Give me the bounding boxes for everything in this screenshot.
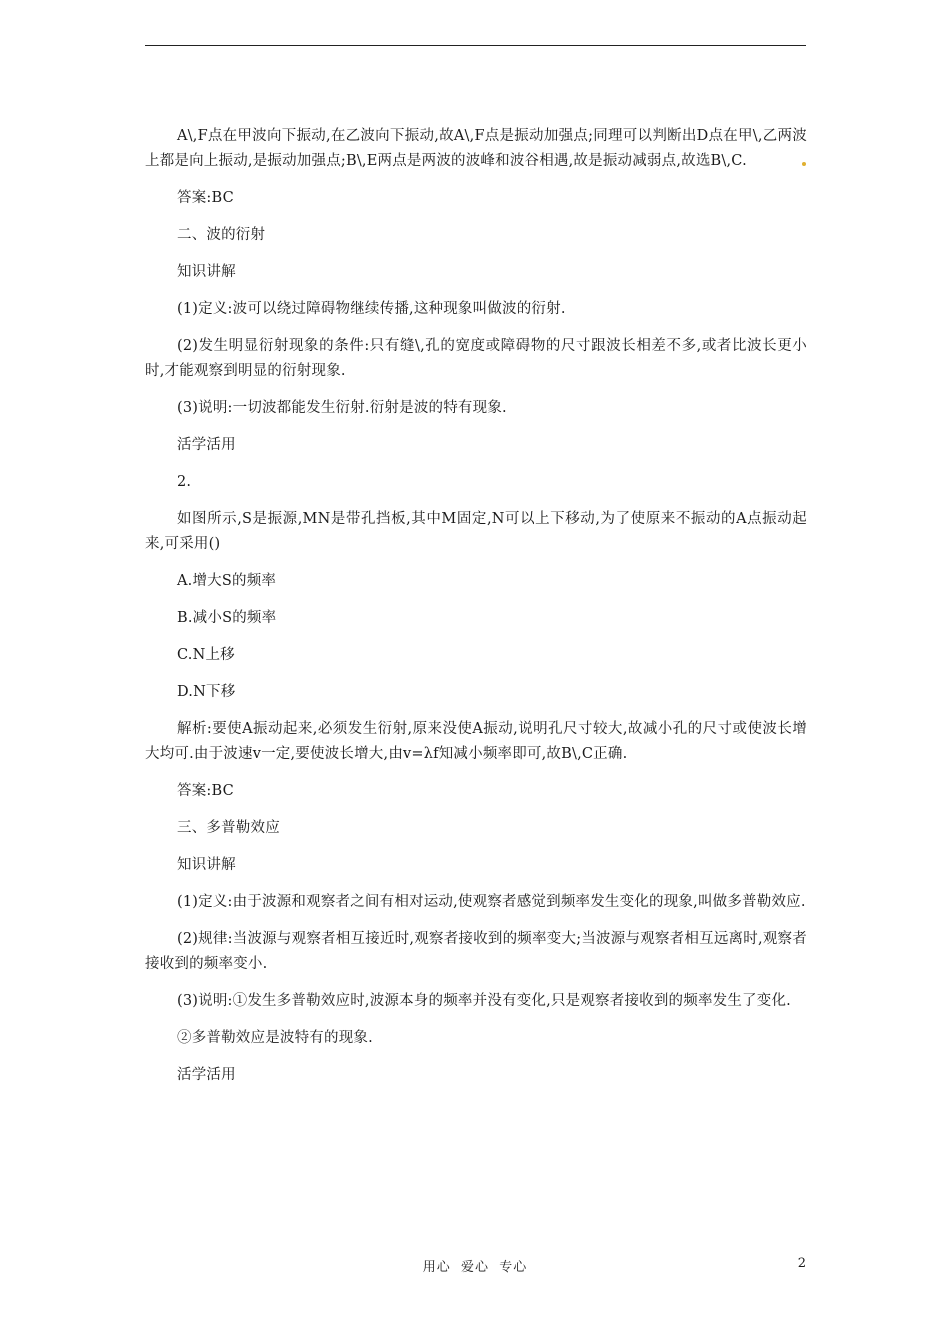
paragraph: (1)定义:由于波源和观察者之间有相对运动,使观察者感觉到频率发生变化的现象,叫做多普勒效应. [177, 894, 806, 910]
analysis: 解析:要使A振动起来,必须发生衍射,原来没使A振动,说明孔尺寸较大,故减小孔的尺寸或使波长增大均可.由于波速v一定,要使波长增大,由v=λf知减小频率即可,故B\,C正确. [145, 721, 807, 762]
paragraph: A\,F点在甲波向下振动,在乙波向下振动,故A\,F点是振动加强点;同理可以判断出D点在甲\,乙两波上都是向上振动,是振动加强点;B\,E两点是两波的波峰和波谷相遇,故是振动减弱点,故选B\,C. [145, 128, 807, 169]
option: A.增大S的频率 [177, 573, 277, 589]
subheading: 活学活用 [177, 437, 236, 453]
subheading: 活学活用 [177, 1067, 236, 1083]
paragraph: ②多普勒效应是波特有的现象. [177, 1030, 373, 1046]
section-heading: 三、多普勒效应 [177, 820, 280, 836]
paragraph: (3)说明:一切波都能发生衍射.衍射是波的特有现象. [177, 400, 507, 416]
question-text: 如图所示,S是振源,MN是带孔挡板,其中M固定,N可以上下移动,为了使原来不振动的A点振动起来,可采用() [145, 511, 807, 552]
footer-text: 用心 爱心 专心 [422, 1260, 528, 1275]
paragraph: (1)定义:波可以绕过障碍物继续传播,这种现象叫做波的衍射. [177, 301, 566, 317]
option: B.减小S的频率 [177, 610, 277, 626]
paragraph: (2)发生明显衍射现象的条件:只有缝\,孔的宽度或障碍物的尺寸跟波长相差不多,或者比波长更小时,才能观察到明显的衍射现象. [145, 338, 807, 379]
paragraph: (2)规律:当波源与观察者相互接近时,观察者接收到的频率变大;当波源与观察者相互远离时,观察者接收到的频率变小. [145, 931, 807, 972]
section-heading: 二、波的衍射 [177, 227, 266, 243]
option: D.N下移 [177, 684, 236, 700]
option: C.N上移 [177, 647, 235, 663]
answer: 答案:BC [177, 783, 234, 799]
document-body [145, 124, 807, 1100]
subheading: 知识讲解 [177, 264, 236, 280]
paragraph: (3)说明:①发生多普勒效应时,波源本身的频率并没有变化,只是观察者接收到的频率发生了变化. [177, 993, 791, 1009]
header-rule [145, 45, 806, 46]
answer: 答案:BC [177, 190, 234, 206]
page-number: 2 [797, 1256, 806, 1271]
question-number: 2. [177, 474, 192, 490]
subheading: 知识讲解 [177, 857, 236, 873]
